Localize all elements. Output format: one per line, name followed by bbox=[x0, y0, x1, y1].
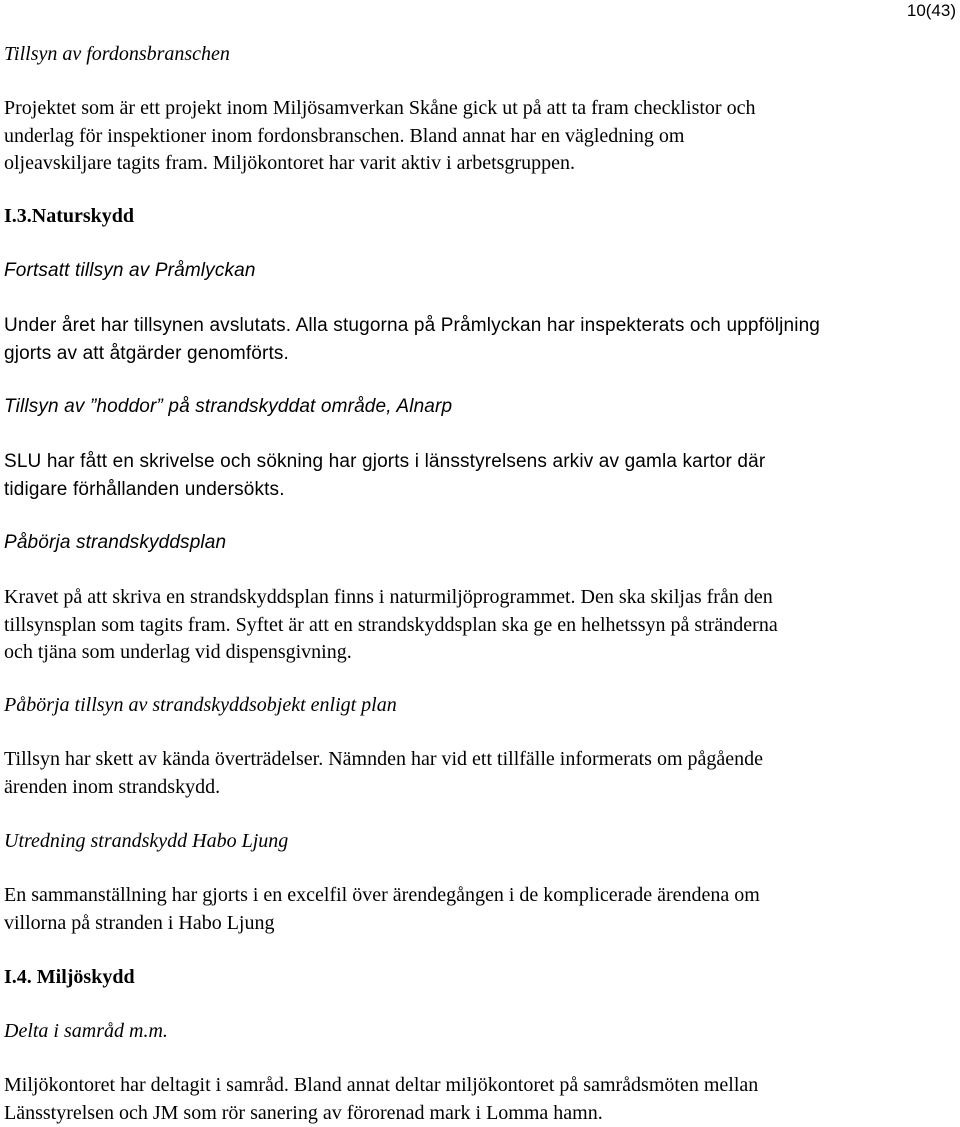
paragraph-hoddor bbox=[4, 448, 944, 503]
paragraph-fordonsbranschen bbox=[4, 95, 944, 178]
page-number: 10(43) bbox=[907, 0, 956, 22]
text-line: Under året har tillsynen avslutats. Alla stugorna på Pråmlyckan har inspekterats och uppföljning bbox=[4, 312, 944, 340]
heading-naturskydd: I.3.Naturskydd bbox=[4, 203, 944, 229]
paragraph-strandskyddsplan bbox=[4, 584, 944, 667]
section-title-pramlyckan: Fortsatt tillsyn av Pråmlyckan bbox=[4, 258, 944, 284]
text-line: SLU har fått en skrivelse och sökning har gjorts i länsstyrelsens arkiv av gamla kartor där bbox=[4, 448, 944, 476]
section-title-strandskyddsobjekt: Påbörja tillsyn av strandskyddsobjekt enligt plan bbox=[4, 692, 944, 718]
text-line: och tjäna som underlag vid dispensgivning. bbox=[4, 639, 944, 667]
text-line: Miljökontoret har deltagit i samråd. Bland annat deltar miljökontoret på samrådsmöten mellan bbox=[4, 1072, 944, 1100]
text-line: Tillsyn har skett av kända överträdelser. Nämnden har vid ett tillfälle informerats om pågående bbox=[4, 746, 944, 774]
text-line: ärenden inom strandskydd. bbox=[4, 774, 944, 802]
paragraph-pramlyckan bbox=[4, 312, 944, 367]
text-line: En sammanställning har gjorts i en excelfil över ärendegången i de komplicerade ärendena om bbox=[4, 882, 944, 910]
section-title-habo-ljung: Utredning strandskydd Habo Ljung bbox=[4, 828, 944, 854]
heading-miljoskydd: I.4. Miljöskydd bbox=[4, 964, 944, 990]
text-line: villorna på stranden i Habo Ljung bbox=[4, 910, 944, 938]
section-title-strandskyddsplan: Påbörja strandskyddsplan bbox=[4, 530, 944, 556]
paragraph-samrad bbox=[4, 1072, 944, 1127]
section-title-fordonsbranschen: Tillsyn av fordonsbranschen bbox=[4, 41, 944, 67]
paragraph-habo-ljung bbox=[4, 882, 944, 937]
section-title-hoddor: Tillsyn av ”hoddor” på strandskyddat område, Alnarp bbox=[4, 394, 944, 420]
text-line: gjorts av att åtgärder genomförts. bbox=[4, 340, 944, 368]
section-title-samrad: Delta i samråd m.m. bbox=[4, 1018, 944, 1044]
text-line: Länsstyrelsen och JM som rör sanering av förorenad mark i Lomma hamn. bbox=[4, 1100, 944, 1127]
text-line: tidigare förhållanden undersökts. bbox=[4, 476, 944, 504]
text-line: Projektet som är ett projekt inom Miljösamverkan Skåne gick ut på att ta fram checklistor och bbox=[4, 95, 944, 123]
text-line: tillsynsplan som tagits fram. Syftet är att en strandskyddsplan ska ge en helhetssyn på stränderna bbox=[4, 612, 944, 640]
text-line: underlag för inspektioner inom fordonsbranschen. Bland annat har en vägledning om bbox=[4, 123, 944, 151]
paragraph-strandskyddsobjekt bbox=[4, 746, 944, 801]
text-line: oljeavskiljare tagits fram. Miljökontoret har varit aktiv i arbetsgruppen. bbox=[4, 150, 944, 178]
text-line: Kravet på att skriva en strandskyddsplan finns i naturmiljöprogrammet. Den ska skiljas från den bbox=[4, 584, 944, 612]
